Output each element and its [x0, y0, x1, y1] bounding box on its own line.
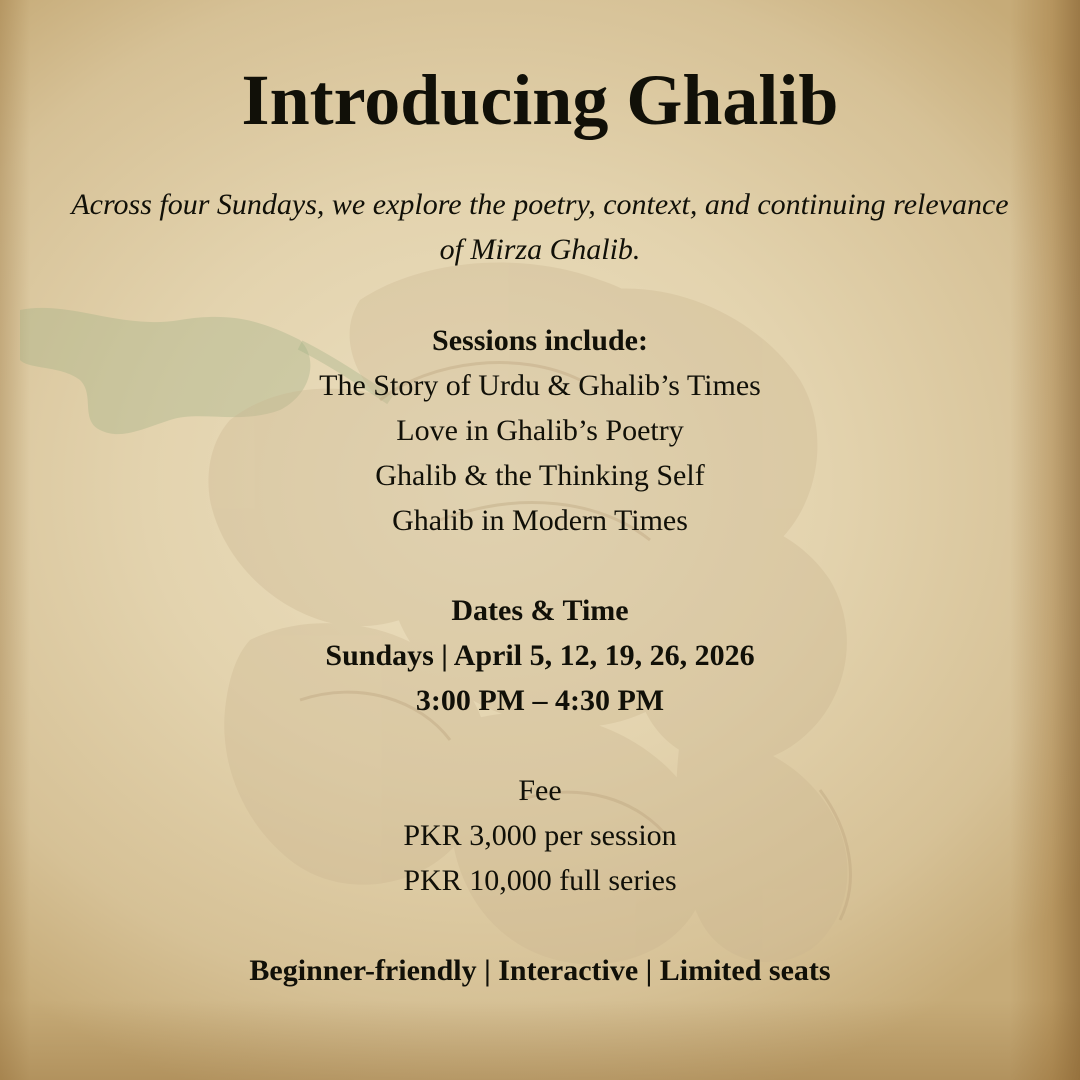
- fee-section: [0, 768, 1080, 903]
- session-item: Ghalib & the Thinking Self: [375, 459, 705, 492]
- sessions-section: [0, 318, 1080, 543]
- intro-text: Across four Sundays, we explore the poetry, context, and continuing relevance of Mirza Ghalib.: [71, 188, 1009, 266]
- session-item: The Story of Urdu & Ghalib’s Times: [319, 369, 761, 402]
- session-item: Ghalib in Modern Times: [392, 504, 688, 537]
- tagline: Beginner-friendly | Interactive | Limited seats: [249, 954, 831, 987]
- fee-heading: Fee: [518, 774, 562, 807]
- schedule-heading: Dates & Time: [451, 594, 629, 627]
- session-item: Love in Ghalib’s Poetry: [396, 414, 684, 447]
- schedule-section: [0, 588, 1080, 723]
- schedule-time: 3:00 PM – 4:30 PM: [415, 684, 665, 717]
- fee-per-session: PKR 3,000 per session: [403, 819, 677, 852]
- schedule-dates: Sundays | April 5, 12, 19, 26, 2026: [325, 639, 755, 672]
- page-title: Introducing Ghalib: [241, 60, 839, 140]
- sessions-heading: Sessions include:: [432, 324, 648, 357]
- fee-full-series: PKR 10,000 full series: [403, 864, 677, 897]
